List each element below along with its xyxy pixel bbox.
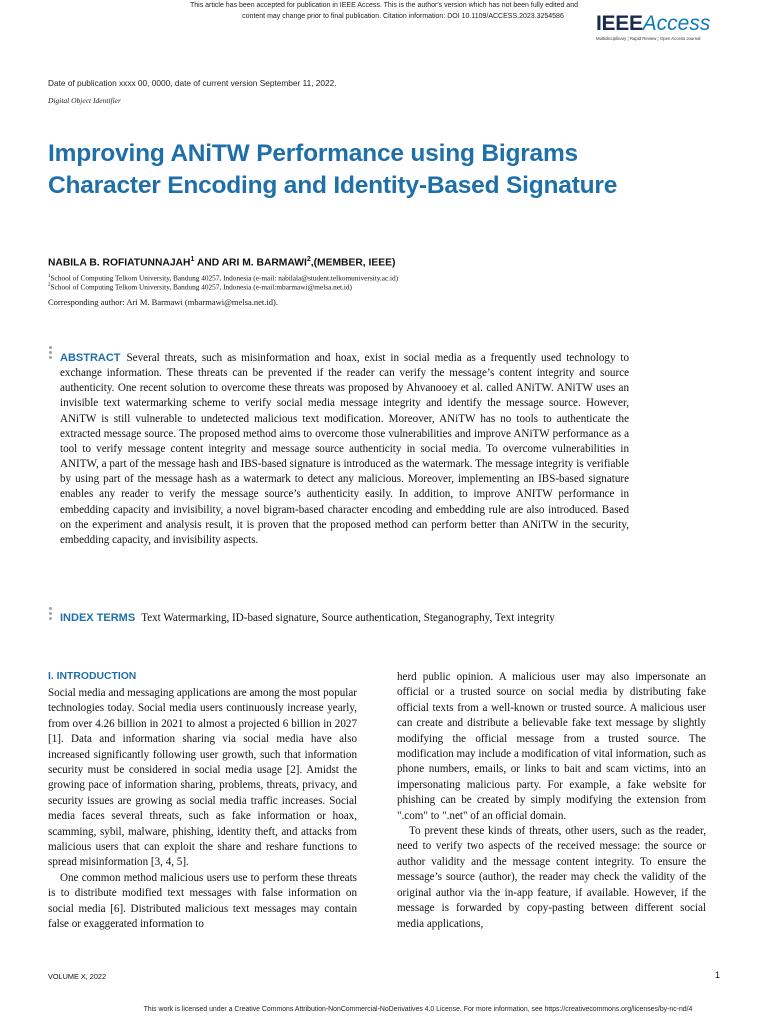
affiliation-marker: 1 <box>48 274 51 279</box>
license-notice: This work is licensed under a Creative Commons Attribution-NonCommercial-NoDerivatives 4.0 License. For more information, see https://creativecommons.org/licenses/by-nc-nd/4 <box>143 1006 693 1013</box>
body-paragraph: One common method malicious users use to perform these threats is to distribute modified text messages with false information on social media [6]. Distributed malicious text messages may contain false or exaggerated information to <box>48 871 357 931</box>
author-name: ARI M. BARMAWI <box>221 257 307 269</box>
body-column-right <box>397 670 706 932</box>
abstract-marker-icon <box>49 346 53 361</box>
index-terms <box>60 611 629 626</box>
author-affil-marker: 2 <box>306 256 311 263</box>
section-heading: I. INTRODUCTION <box>48 671 137 682</box>
notice-line-1: This article has been accepted for publication in IEEE Access. This is the author's version which has not been fully edited and <box>190 2 578 9</box>
doi-label: Digital Object Identifier <box>48 96 121 105</box>
logo-access-text: Access <box>642 12 711 35</box>
body-paragraph: Social media and messaging applications are among the most popular technologies today. Social media users continuously increase yearly, from over 4.26 billion in 2021 to almost a projected 6 billion in 2027 [1]. Data and information sharing via social media have also increased significantly following user growth, such that information security must be considered in social media usage [2]. Amidst the growing pace of information sharing, problems, threats, privacy, and security issues are growing as social media traffic increases. Social media faces several threats, such as fake information or hoax, scamming, sybil, malware, phishing, identity theft, and attacks from malicious users that can exploit the share and reshare functions to spread misinformation [3, 4, 5]. <box>48 687 358 869</box>
volume-label: VOLUME X, 2022 <box>48 972 106 981</box>
affiliation <box>48 281 352 291</box>
index-terms-text: Text Watermarking, ID-based signature, Source authentication, Steganography, Text integrity <box>141 612 555 624</box>
body-column-left <box>48 670 357 933</box>
notice-line-2: content may change prior to final publication. Citation information: DOI 10.1109/ACCESS.2023.3254586 <box>242 13 564 20</box>
body-paragraph: To prevent these kinds of threats, other users, such as the reader, need to verify two aspects of the received message: the source or author validity and the message content integrity. To ensure the message’s source (author), the reader may check the validity of the original author via the in-app feature, if available. However, if the message is forwarded by copy-pasting between different social media applications, <box>397 825 706 930</box>
author-affil-marker: 1 <box>190 256 195 263</box>
paper-title: Improving ANiTW Performance using Bigrams Character Encoding and Identity-Based Signature <box>48 140 618 199</box>
affiliation-marker: 2 <box>48 283 51 288</box>
logo-tagline: Multidisciplinary ¦ Rapid Review ¦ Open Access Journal <box>596 36 701 41</box>
ieee-access-logo <box>596 13 721 41</box>
index-terms-marker-icon <box>49 607 53 622</box>
page-number: 1 <box>714 970 720 980</box>
affiliation-text: School of Computing Telkom University, Bandung 40257, Indonesia (e-mail: nabilala@student.telkomuniversity.ac.id) <box>50 273 399 283</box>
abstract-text: Several threats, such as misinformation and hoax, exist in social media as a frequently used technology to exchange information. These threats can be prevented if the reader can verify the message’s content integrity and source authenticity. One recent solution to overcome these threats was proposed by Ahvanooey et al. called ANiTW. ANiTW uses an invisible text watermarking scheme to verify social media message integrity and identify the message source. However, ANiTW is still vulnerable to undetected malicious text modification. Moreover, ANiTW has no tools to authenticate the extracted message source. The proposed method aims to overcome those vulnerabilities and improve ANiTW performance as a tool to verify message content integrity and message source authenticity in social media. To overcome vulnerabilities in ANITW, a part of the message hash and IBS-based signature is introduced as the watermark. The message integrity is verifiable by using part of the message hash as a watermark to detect any malicious. Moreover, implementing an IBS-based signature enables any reader to verify the message source’s authenticity easily. In addition, to improve ANITW performance in embedding capacity and invisibility, a novel bigram-based character encoding and embedding rule are also introduced. Based on the experiment and analysis result, it is proven that the proposed method can perform better than ANiTW in the security, embedding capacity, and invisibility aspects. <box>60 352 629 546</box>
affiliation-text: School of Computing Telkom University, Bandung 40257, Indonesia (e-mail:mbarmawi@melsa.net.id) <box>50 282 352 292</box>
author-name: NABILA B. ROFIATUNNAJAH <box>48 257 191 269</box>
logo-ieee-text: IEEE <box>596 12 643 35</box>
abstract-label: ABSTRACT <box>60 352 121 364</box>
abstract <box>60 351 629 548</box>
corresponding-author: Corresponding author: Ari M. Barmawi (mbarmawi@melsa.net.id). <box>48 297 278 307</box>
author-list <box>48 256 395 268</box>
author-conjunction: AND <box>194 257 222 269</box>
author-membership: ,(MEMBER, IEEE) <box>310 257 396 269</box>
body-paragraph: herd public opinion. A malicious user may also impersonate an official or a trusted source on social media by distributing fake official texts from a well-known or trusted source. A malicious user can create and distribute a believable fake text message by slightly modifying the official message from a trusted source. The modification may include a modification of vital information, such as phone numbers, emails, or links to bait and scam victims, into an impersonating malicious party. For example, a fake website for phishing can be created by simply modifying the extension from ".com" to ".net" of an official domain. <box>397 671 706 822</box>
publication-date: Date of publication xxxx 00, 0000, date of current version September 11, 2022. <box>48 78 337 88</box>
index-terms-label: INDEX TERMS <box>60 612 136 624</box>
